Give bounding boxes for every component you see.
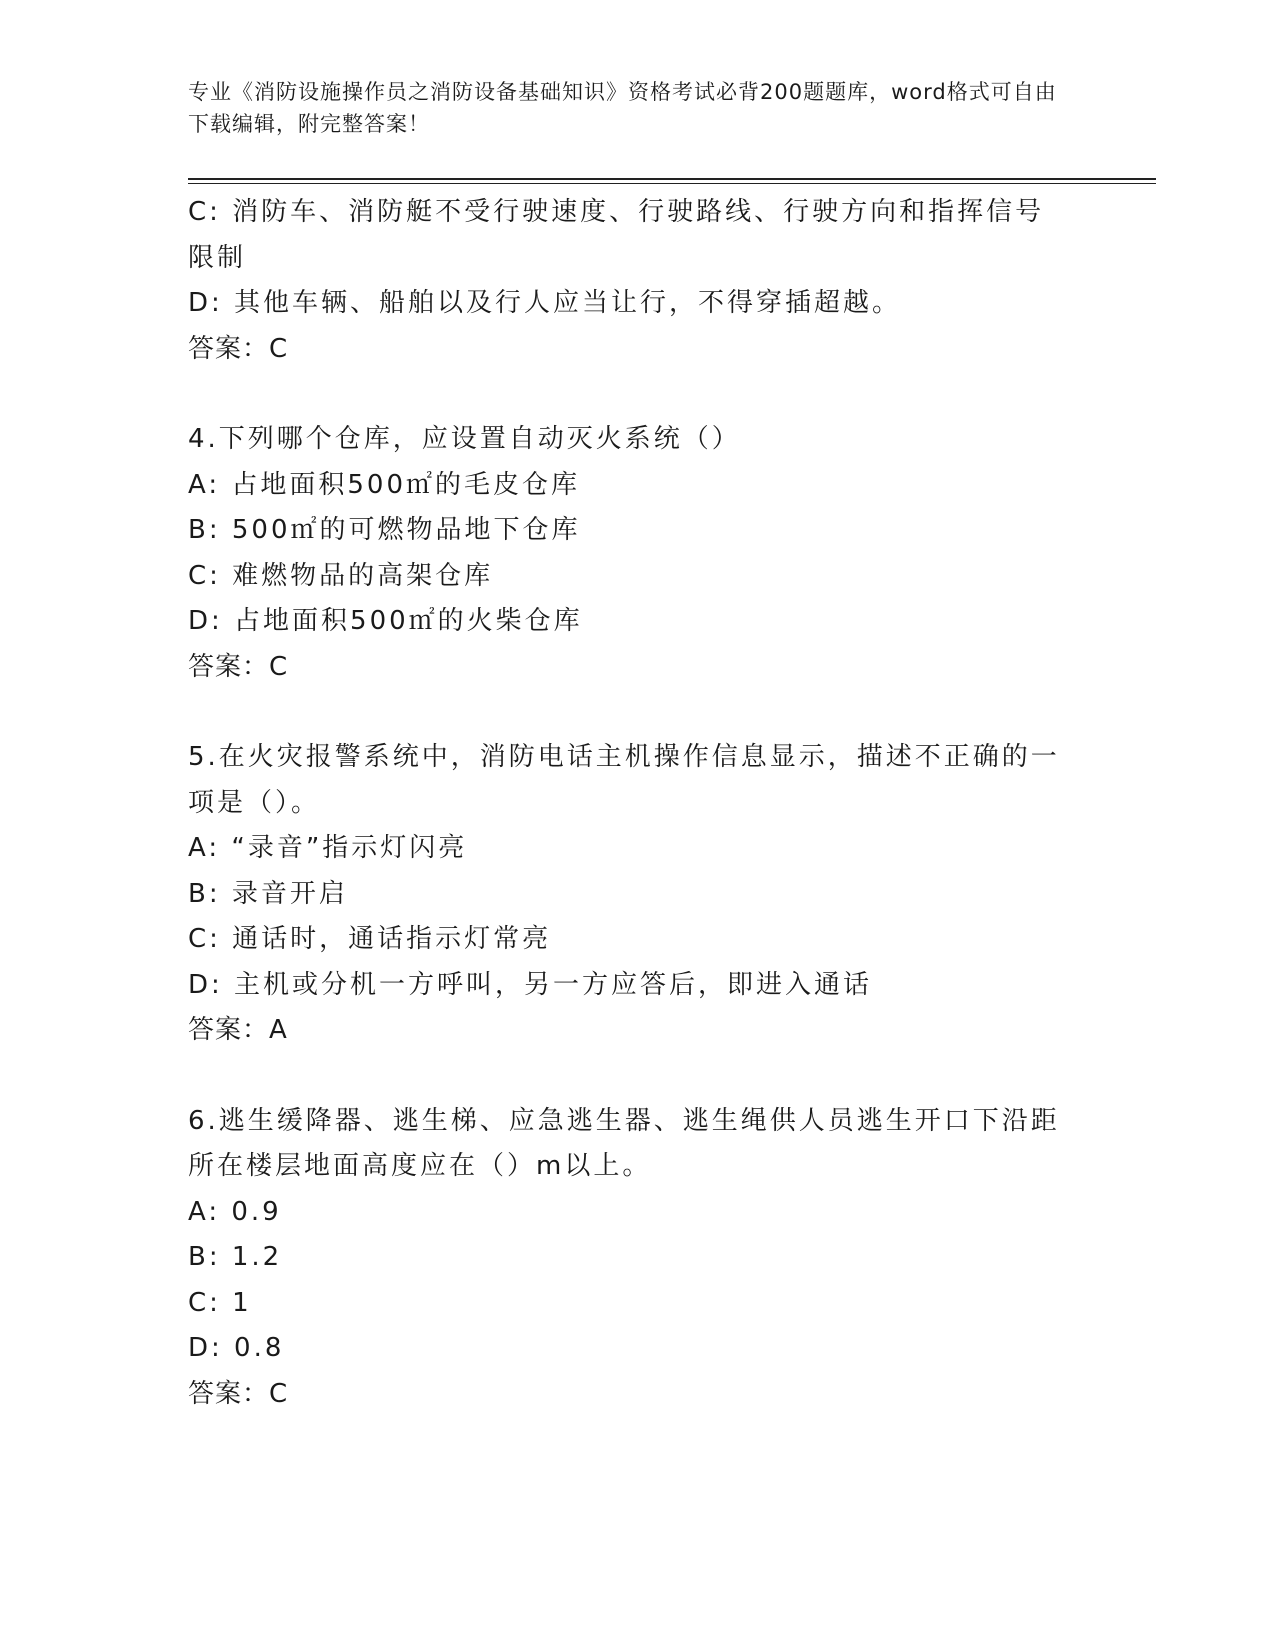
option-b: B: 1.2 bbox=[188, 1242, 283, 1272]
spacer bbox=[188, 372, 1068, 417]
question-block-6 bbox=[188, 1099, 1068, 1418]
answer-line: 答案：A bbox=[188, 1015, 288, 1045]
question-block-5 bbox=[188, 735, 1068, 1054]
document-header-title: 专业《消防设施操作员之消防设备基础知识》资格考试必背200题题库，word格式可自由下载编辑，附完整答案！ bbox=[188, 80, 1057, 136]
option-c: C: 消防车、消防艇不受行驶速度、行驶路线、行驶方向和指挥信号限制 bbox=[188, 197, 1045, 273]
option-c: C: 1 bbox=[188, 1287, 252, 1318]
spacer bbox=[188, 1054, 1068, 1099]
option-a: A: “录音”指示灯闪亮 bbox=[188, 833, 468, 863]
continued-question-block bbox=[188, 190, 1068, 372]
option-a: A: 占地面积500㎡的毛皮仓库 bbox=[188, 469, 580, 500]
option-b: B: 录音开启 bbox=[188, 878, 348, 909]
option-c: C: 通话时，通话指示灯常亮 bbox=[188, 924, 552, 954]
header-divider-thin bbox=[188, 183, 1156, 184]
option-d: D: 主机或分机一方呼叫，另一方应答后，即进入通话 bbox=[188, 969, 873, 1000]
question-stem: 6.逃生缓降器、逃生梯、应急逃生器、逃生绳供人员逃生开口下沿距所在楼层地面高度应在（）m以上。 bbox=[188, 1105, 1060, 1181]
answer-line: 答案：C bbox=[188, 651, 289, 682]
option-b: B: 500㎡的可燃物品地下仓库 bbox=[188, 515, 581, 545]
header-divider-thick bbox=[188, 178, 1156, 180]
question-content bbox=[188, 190, 1068, 1417]
spacer bbox=[188, 690, 1068, 735]
answer-line: 答案：C bbox=[188, 1378, 289, 1409]
option-d: D: 占地面积500㎡的火柴仓库 bbox=[188, 606, 583, 636]
option-c: C: 难燃物品的高架仓库 bbox=[188, 560, 494, 591]
question-stem: 4.下列哪个仓库，应设置自动灭火系统（） bbox=[188, 424, 741, 454]
question-stem: 5.在火灾报警系统中，消防电话主机操作信息显示，描述不正确的一项是（）。 bbox=[188, 742, 1060, 818]
option-a: A: 0.9 bbox=[188, 1196, 282, 1227]
question-block-4 bbox=[188, 417, 1068, 690]
option-d: D: 0.8 bbox=[188, 1333, 285, 1363]
option-d: D: 其他车辆、船舶以及行人应当让行，不得穿插超越。 bbox=[188, 288, 902, 318]
answer-line: 答案：C bbox=[188, 333, 289, 364]
